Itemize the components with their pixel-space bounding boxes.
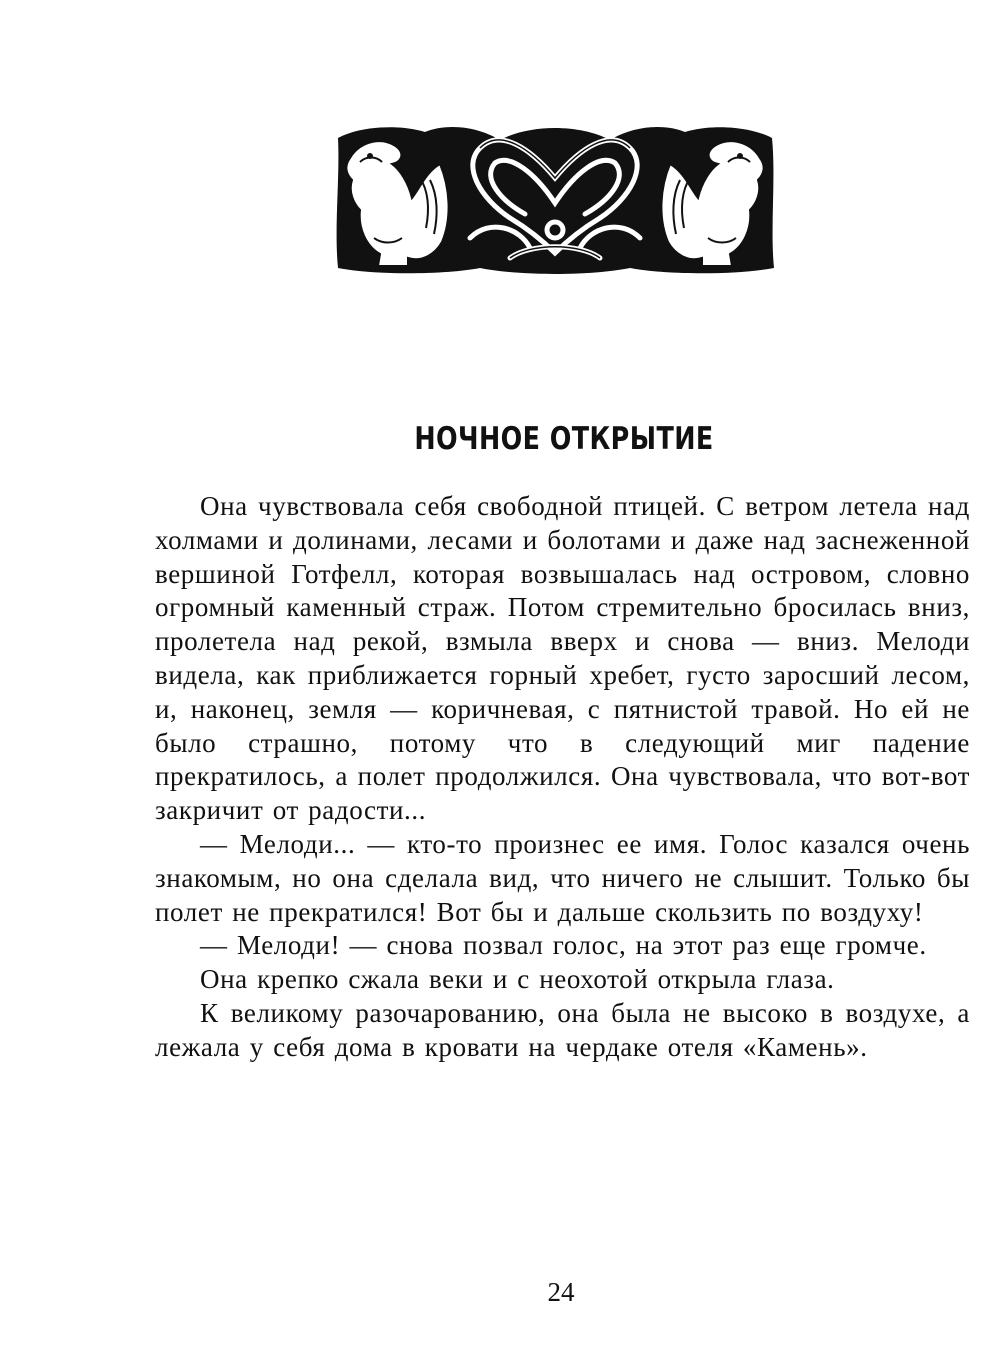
paragraph: К великому разочарованию, она была не высоко в воздухе, а лежала у себя дома в кровати на чердаке отеля «Камень». xyxy=(155,997,970,1062)
chapter-title: НОЧНОЕ ОТКРЫТИЕ xyxy=(414,421,714,457)
paragraph: Она чувствовала себя свободной птицей. С ветром летела над холмами и долинами, лесами и болотами и даже над заснеженной вершиной Готфелл, которая возвышалась над островом, словно огромный каменный страж. Потом стремительно бросилась вниз, пролетела над рекой, взмыла вверх и снова — вниз. Мелоди видела, как приближается горный хребет, густо заросший лесом, и, наконец, земля — коричневая, с пятнистой травой. Но ей не было страшно, потому что в следующий миг падение прекратилось, а полет продолжился. Она чувствовала, что вот-вот закричит от радости... xyxy=(155,491,970,826)
paragraph: — Мелоди... — кто-то произнес ее имя. Голос казался очень знакомым, но она сделала вид, что ничего не слышит. Только бы полет не прекратился! Вот бы и дальше скользить по воздуху! xyxy=(155,828,970,927)
paragraph: Она крепко сжала веки и с неохотой открыла глаза. xyxy=(200,964,835,995)
celtic-griffins-ornament-icon xyxy=(330,118,780,278)
chapter-text xyxy=(155,490,970,1065)
page-number: 24 xyxy=(547,1277,575,1307)
paragraph: — Мелоди! — снова позвал голос, на этот раз еще громче. xyxy=(200,930,927,961)
